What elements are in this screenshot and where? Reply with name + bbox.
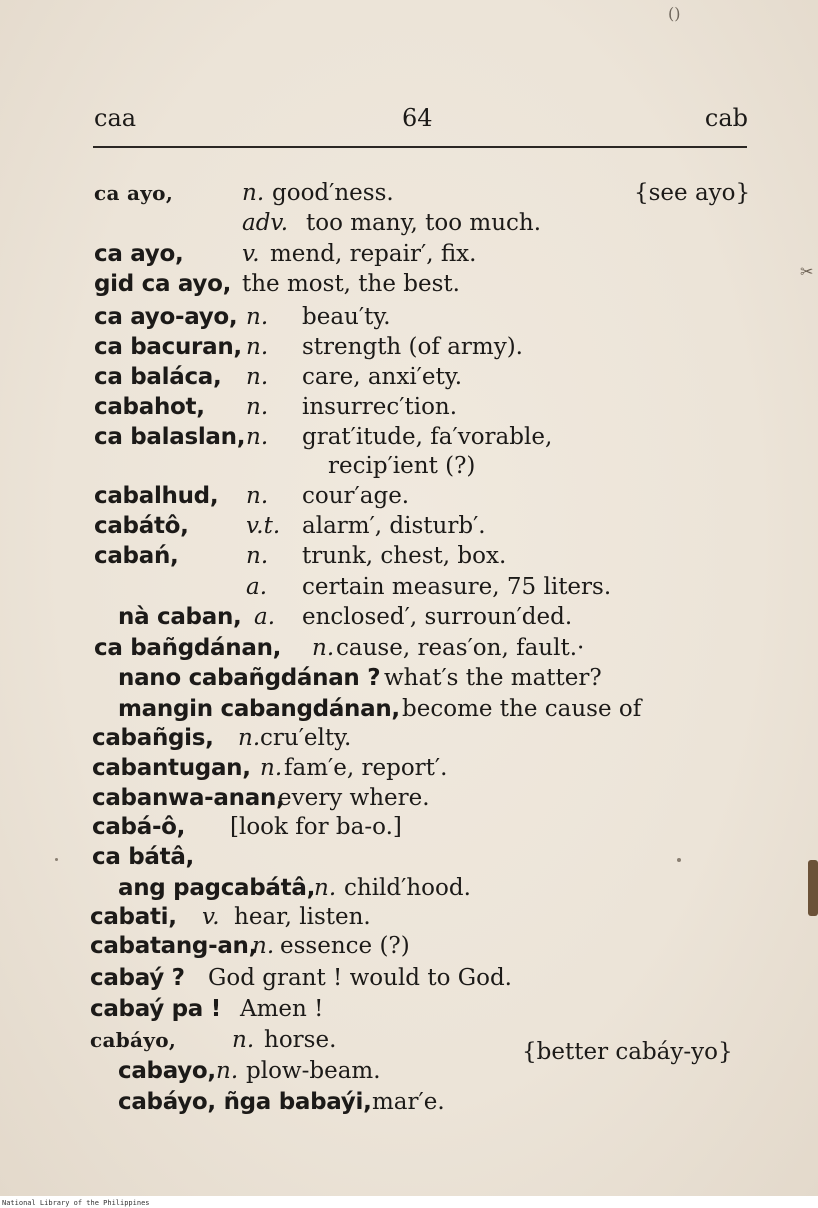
entry-definition: Amen !	[240, 996, 324, 1022]
entry-definition: mar′e.	[372, 1089, 445, 1115]
entry-pos: n.	[260, 755, 283, 781]
entry-headword: cabáyo,	[90, 1028, 177, 1052]
entry-pos: a.	[246, 574, 268, 600]
entry	[118, 1057, 381, 1085]
header-guide-word-left: caa	[94, 104, 137, 132]
entry-definition: God grant ! would to God.	[208, 965, 512, 991]
entry-headword: mangin cabangdánan,	[118, 696, 400, 722]
entry	[118, 664, 602, 692]
entry	[94, 393, 458, 421]
entry-definition: recip′ient (?)	[328, 453, 476, 479]
entry	[94, 482, 410, 510]
page-header	[94, 104, 748, 138]
entry-pos: n.	[246, 483, 269, 509]
entry-pos: a.	[254, 604, 276, 630]
entry-headword: cabá-ô,	[92, 814, 186, 840]
footer-strip	[0, 1196, 818, 1208]
entry-pos: n.	[246, 334, 269, 360]
entry-subline	[328, 452, 475, 480]
entry-pos: n.	[246, 364, 269, 390]
entry-headword: ca ayo,	[94, 181, 174, 205]
entry	[94, 512, 486, 540]
paper-speck	[55, 858, 58, 861]
entry-pos: n.	[314, 875, 337, 901]
entry-note: {see ayo}	[634, 180, 751, 206]
entry-definition: become the cause of	[402, 696, 642, 722]
entry-definition: [look for ba-o.]	[230, 814, 402, 840]
entry-headword: cabati,	[90, 904, 177, 930]
entry-headword: ca bañgdánan,	[94, 635, 282, 661]
entry-definition: cour′age.	[302, 483, 410, 509]
entry-definition: cru′elty.	[260, 725, 352, 751]
entry-headword: cabalhud,	[94, 483, 219, 509]
entry-headword: ang pagcabátâ,	[118, 875, 316, 901]
entry	[118, 874, 471, 902]
entry	[90, 903, 371, 931]
entry-headword: cabanwa-anan,	[92, 785, 285, 811]
entry-pos: n.	[246, 304, 269, 330]
entry	[118, 1088, 445, 1116]
edge-tab-icon: ✂	[800, 262, 814, 281]
entry-definition: the most, the best.	[242, 271, 460, 297]
entry-pos: n.	[246, 394, 269, 420]
entry-headword: ca ayo,	[94, 241, 184, 267]
entry-definition: cause, reas′on, fault.·	[336, 635, 585, 661]
page-edge-stain	[808, 860, 818, 916]
entry-definition: grat′itude, fa′vorable,	[302, 424, 553, 450]
entry-headword: cabátô,	[94, 513, 189, 539]
entry-definition: beau′ty.	[302, 304, 391, 330]
header-rule	[93, 146, 747, 148]
entry-definition: good′ness.	[272, 180, 394, 206]
entry	[94, 542, 507, 570]
footer-credit: National Library of the Philippines	[2, 1199, 150, 1207]
entry-headword: cabaý pa !	[90, 996, 221, 1022]
entry	[94, 634, 585, 662]
entry-headword: cabantugan,	[92, 755, 251, 781]
entry-pos: n.	[242, 180, 265, 206]
entry	[94, 240, 477, 268]
entry-pos: n.	[232, 1027, 255, 1053]
entry	[90, 932, 410, 960]
entry-headword: ca bátâ,	[92, 844, 194, 870]
entry-pos: v.	[242, 241, 260, 267]
paper-speck	[677, 858, 681, 862]
pencil-mark: ()	[668, 4, 681, 23]
entry-definition: enclosed′, surroun′ded.	[302, 604, 573, 630]
entry-headword: nà caban,	[118, 604, 242, 630]
entry	[94, 423, 553, 451]
entry	[118, 603, 573, 631]
entry-definition: what′s the matter?	[384, 665, 602, 691]
entry	[92, 813, 402, 841]
entry-pos: n.	[238, 725, 261, 751]
entry-pos: adv.	[242, 210, 289, 236]
entry-definition: certain measure, 75 liters.	[302, 574, 612, 600]
entry-headword: cabañgis,	[92, 725, 214, 751]
entry-definition: mend, repair′, fix.	[270, 241, 477, 267]
entry-definition: trunk, chest, box.	[302, 543, 507, 569]
entry-headword: ca bacuran,	[94, 334, 242, 360]
entry-pos: n.	[216, 1058, 239, 1084]
entry-definition: child′hood.	[344, 875, 471, 901]
entry	[94, 179, 754, 207]
entry-pos: n.	[252, 933, 275, 959]
entry-note: {better cabáy-yo}	[522, 1039, 733, 1065]
entry	[92, 724, 352, 752]
entry	[90, 964, 512, 992]
entry-definition: strength (of army).	[302, 334, 523, 360]
entry	[94, 333, 523, 361]
entry-definition: fam′e, report′.	[284, 755, 448, 781]
entry-definition: too many, too much.	[306, 210, 542, 236]
entry-headword: cabań,	[94, 543, 179, 569]
entry	[90, 995, 324, 1023]
entry	[94, 303, 391, 331]
entry-definition: hear, listen.	[234, 904, 371, 930]
entry-pos: n.	[312, 635, 335, 661]
entry-headword: ca balaslan,	[94, 424, 246, 450]
entry-pos: v.t.	[246, 513, 281, 539]
entry	[94, 270, 460, 298]
entry-headword: nano cabañgdánan ?	[118, 665, 381, 691]
entry-definition: horse.	[264, 1027, 337, 1053]
entry-headword: gid ca ayo,	[94, 271, 232, 297]
entry-pos: v.	[202, 904, 220, 930]
entry-headword: cabaý ?	[90, 965, 185, 991]
entry-headword: cabayo,	[118, 1058, 216, 1084]
page-number: 64	[402, 104, 433, 132]
entry-pos: n.	[246, 424, 269, 450]
entry	[90, 1026, 740, 1065]
entry-definition: essence (?)	[280, 933, 410, 959]
entry-headword: cabáyo, ñga babaýi,	[118, 1089, 372, 1115]
entry-definition: alarm′, disturb′.	[302, 513, 486, 539]
header-guide-word-right: cab	[704, 104, 748, 132]
entry-headword: ca ayo-ayo,	[94, 304, 238, 330]
entry	[92, 784, 430, 812]
entry	[94, 363, 463, 391]
entry	[92, 843, 194, 871]
entry-definition: insurrec′tion.	[302, 394, 458, 420]
entry-definition: care, anxi′ety.	[302, 364, 463, 390]
entry-definition: every where.	[278, 785, 430, 811]
entry	[92, 754, 448, 782]
entry	[118, 695, 642, 723]
entry-headword: ca baláca,	[94, 364, 222, 390]
entry-headword: cabahot,	[94, 394, 205, 420]
entry-definition: plow-beam.	[246, 1058, 381, 1084]
entry-pos: n.	[246, 543, 269, 569]
entry-headword: cabatang-an,	[90, 933, 258, 959]
